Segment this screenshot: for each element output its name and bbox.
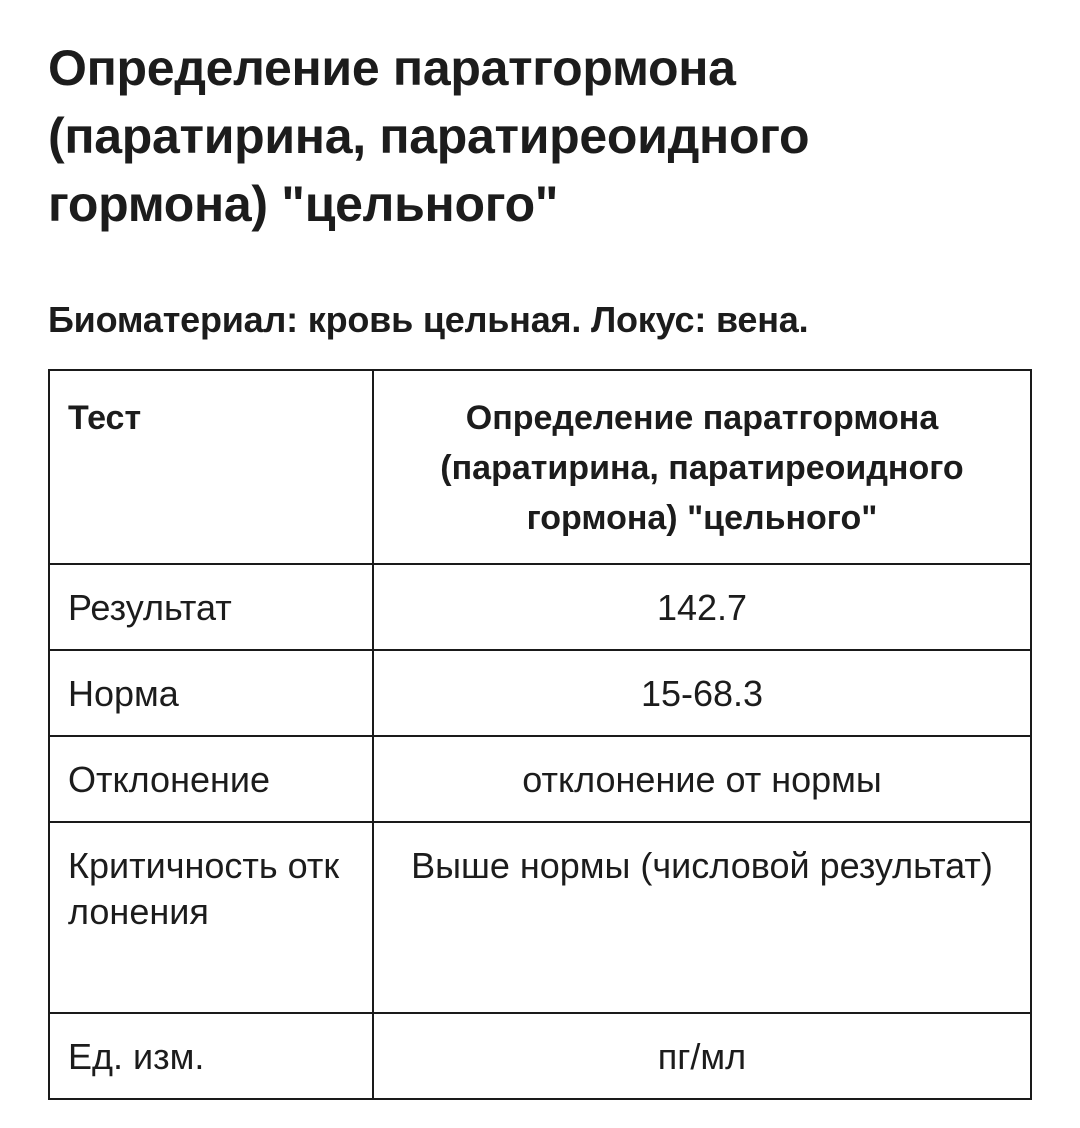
table-row-deviation bbox=[49, 736, 1031, 822]
row-label: Отклонение bbox=[49, 736, 373, 822]
table-row-result bbox=[49, 564, 1031, 650]
row-label: Тест bbox=[49, 370, 373, 564]
row-value: пг/мл bbox=[373, 1013, 1031, 1099]
page-title: Определение паратгормона (паратирина, паратиреоидного гормона) "цельного" bbox=[48, 40, 810, 232]
row-label: Ед. изм. bbox=[49, 1013, 373, 1099]
row-label: Результат bbox=[49, 564, 373, 650]
biomaterial-subtitle: Биоматериал: кровь цельная. Локус: вена. bbox=[48, 299, 809, 340]
row-value: Определение паратгормона (паратирина, паратиреоидного гормона) "цельного" bbox=[373, 370, 1031, 564]
row-value: 142.7 bbox=[373, 564, 1031, 650]
table-row-norm bbox=[49, 650, 1031, 736]
results-table bbox=[48, 369, 1032, 1100]
table-row-criticality bbox=[49, 822, 1031, 1013]
table-row-test bbox=[49, 370, 1031, 564]
row-label: Норма bbox=[49, 650, 373, 736]
row-label: Критичность отклонения bbox=[49, 822, 373, 1013]
row-value: Выше нормы (числовой результат) bbox=[373, 822, 1031, 1013]
document-page bbox=[48, 0, 1038, 1077]
row-value: 15-68.3 bbox=[373, 650, 1031, 736]
table-row-unit bbox=[49, 1013, 1031, 1099]
row-value: отклонение от нормы bbox=[373, 736, 1031, 822]
